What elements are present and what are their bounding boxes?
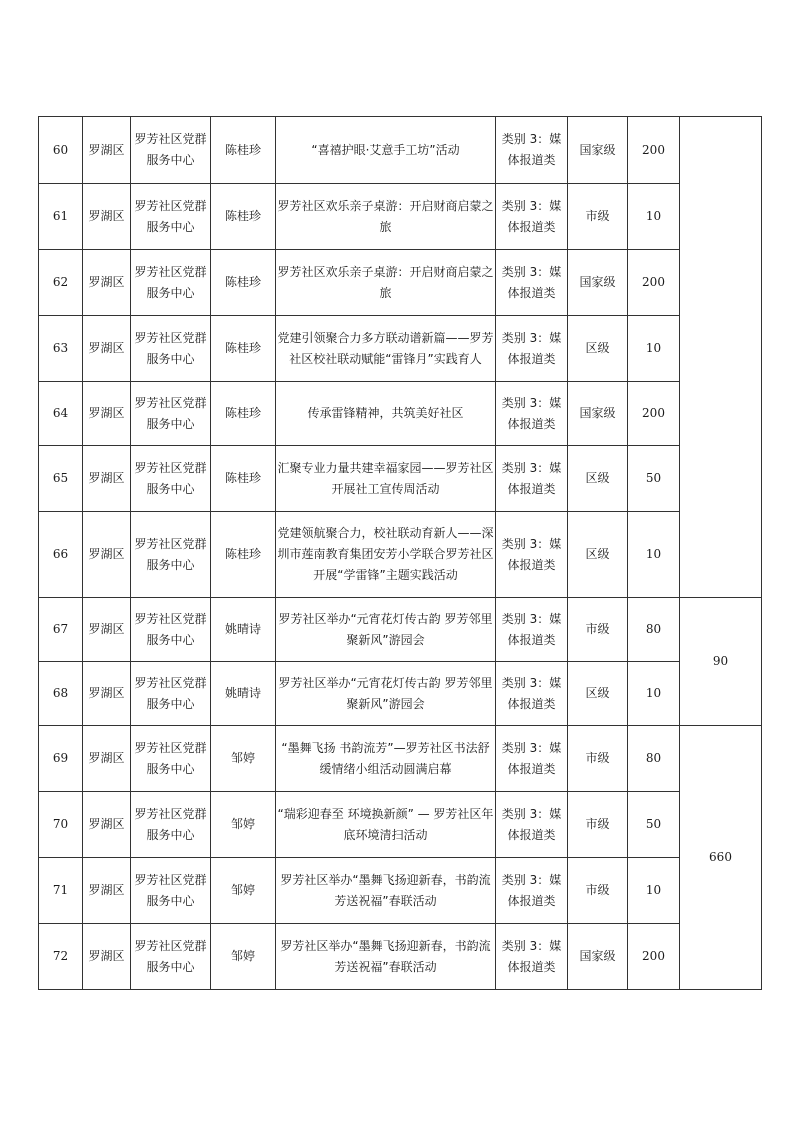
district-cell: 罗湖区 bbox=[83, 250, 131, 316]
score-cell: 10 bbox=[628, 512, 680, 598]
organization-cell: 罗芳社区党群服务中心 bbox=[131, 662, 211, 726]
category-cell: 类别 3：媒体报道类 bbox=[496, 316, 568, 382]
row-number: 66 bbox=[39, 512, 83, 598]
report-table-body bbox=[39, 117, 762, 990]
table-row bbox=[39, 250, 762, 316]
person-cell: 陈桂珍 bbox=[211, 512, 276, 598]
row-number: 72 bbox=[39, 924, 83, 990]
group-total-cell: 90 bbox=[680, 598, 762, 726]
level-cell: 国家级 bbox=[568, 382, 628, 446]
group-total-cell: 660 bbox=[680, 726, 762, 990]
activity-title-cell: 罗芳社区欢乐亲子桌游：开启财商启蒙之旅 bbox=[276, 250, 496, 316]
organization-cell: 罗芳社区党群服务中心 bbox=[131, 184, 211, 250]
table-row bbox=[39, 512, 762, 598]
category-cell: 类别 3：媒体报道类 bbox=[496, 382, 568, 446]
row-number: 63 bbox=[39, 316, 83, 382]
score-cell: 80 bbox=[628, 726, 680, 792]
activity-title-cell: “喜禧护眼·艾意手工坊”活动 bbox=[276, 117, 496, 184]
level-cell: 国家级 bbox=[568, 250, 628, 316]
row-number: 61 bbox=[39, 184, 83, 250]
activity-title-cell: “墨舞飞扬 书韵流芳”—罗芳社区书法舒缓情绪小组活动圆满启幕 bbox=[276, 726, 496, 792]
report-table bbox=[38, 116, 762, 990]
activity-title-cell: 罗芳社区欢乐亲子桌游：开启财商启蒙之旅 bbox=[276, 184, 496, 250]
table-row bbox=[39, 792, 762, 858]
person-cell: 邹婷 bbox=[211, 726, 276, 792]
level-cell: 区级 bbox=[568, 446, 628, 512]
district-cell: 罗湖区 bbox=[83, 512, 131, 598]
person-cell: 姚晴诗 bbox=[211, 662, 276, 726]
activity-title-cell: 传承雷锋精神，共筑美好社区 bbox=[276, 382, 496, 446]
activity-title-cell: 罗芳社区举办“元宵花灯传古韵 罗芳邻里聚新风”游园会 bbox=[276, 598, 496, 662]
person-cell: 陈桂珍 bbox=[211, 250, 276, 316]
score-cell: 10 bbox=[628, 184, 680, 250]
level-cell: 国家级 bbox=[568, 117, 628, 184]
category-cell: 类别 3：媒体报道类 bbox=[496, 792, 568, 858]
level-cell: 市级 bbox=[568, 858, 628, 924]
group-total-cell bbox=[680, 117, 762, 598]
table-row bbox=[39, 446, 762, 512]
activity-title-cell: 党建领航聚合力，校社联动育新人——深圳市莲南教育集团安芳小学联合罗芳社区开展“学雷锋”主题实践活动 bbox=[276, 512, 496, 598]
person-cell: 陈桂珍 bbox=[211, 184, 276, 250]
person-cell: 姚晴诗 bbox=[211, 598, 276, 662]
organization-cell: 罗芳社区党群服务中心 bbox=[131, 316, 211, 382]
category-cell: 类别 3：媒体报道类 bbox=[496, 250, 568, 316]
score-cell: 10 bbox=[628, 316, 680, 382]
row-number: 65 bbox=[39, 446, 83, 512]
person-cell: 陈桂珍 bbox=[211, 382, 276, 446]
organization-cell: 罗芳社区党群服务中心 bbox=[131, 512, 211, 598]
level-cell: 市级 bbox=[568, 598, 628, 662]
organization-cell: 罗芳社区党群服务中心 bbox=[131, 858, 211, 924]
person-cell: 邹婷 bbox=[211, 924, 276, 990]
activity-title-cell: 汇聚专业力量共建幸福家园——罗芳社区开展社工宣传周活动 bbox=[276, 446, 496, 512]
district-cell: 罗湖区 bbox=[83, 117, 131, 184]
table-row bbox=[39, 726, 762, 792]
organization-cell: 罗芳社区党群服务中心 bbox=[131, 924, 211, 990]
score-cell: 200 bbox=[628, 382, 680, 446]
district-cell: 罗湖区 bbox=[83, 316, 131, 382]
table-row bbox=[39, 184, 762, 250]
district-cell: 罗湖区 bbox=[83, 184, 131, 250]
row-number: 71 bbox=[39, 858, 83, 924]
category-cell: 类别 3：媒体报道类 bbox=[496, 117, 568, 184]
row-number: 64 bbox=[39, 382, 83, 446]
activity-title-cell: 罗芳社区举办“墨舞飞扬迎新春，书韵流芳送祝福”春联活动 bbox=[276, 924, 496, 990]
district-cell: 罗湖区 bbox=[83, 598, 131, 662]
row-number: 67 bbox=[39, 598, 83, 662]
category-cell: 类别 3：媒体报道类 bbox=[496, 512, 568, 598]
organization-cell: 罗芳社区党群服务中心 bbox=[131, 250, 211, 316]
level-cell: 区级 bbox=[568, 512, 628, 598]
score-cell: 80 bbox=[628, 598, 680, 662]
person-cell: 陈桂珍 bbox=[211, 117, 276, 184]
row-number: 60 bbox=[39, 117, 83, 184]
district-cell: 罗湖区 bbox=[83, 446, 131, 512]
score-cell: 50 bbox=[628, 446, 680, 512]
table-row bbox=[39, 316, 762, 382]
level-cell: 国家级 bbox=[568, 924, 628, 990]
district-cell: 罗湖区 bbox=[83, 726, 131, 792]
person-cell: 邹婷 bbox=[211, 858, 276, 924]
organization-cell: 罗芳社区党群服务中心 bbox=[131, 117, 211, 184]
person-cell: 陈桂珍 bbox=[211, 316, 276, 382]
person-cell: 邹婷 bbox=[211, 792, 276, 858]
organization-cell: 罗芳社区党群服务中心 bbox=[131, 382, 211, 446]
district-cell: 罗湖区 bbox=[83, 662, 131, 726]
category-cell: 类别 3：媒体报道类 bbox=[496, 858, 568, 924]
score-cell: 200 bbox=[628, 250, 680, 316]
category-cell: 类别 3：媒体报道类 bbox=[496, 184, 568, 250]
district-cell: 罗湖区 bbox=[83, 858, 131, 924]
table-row bbox=[39, 662, 762, 726]
activity-title-cell: “瑞彩迎春至 环境换新颜” — 罗芳社区年底环境清扫活动 bbox=[276, 792, 496, 858]
score-cell: 200 bbox=[628, 117, 680, 184]
level-cell: 市级 bbox=[568, 792, 628, 858]
row-number: 68 bbox=[39, 662, 83, 726]
level-cell: 市级 bbox=[568, 726, 628, 792]
table-row bbox=[39, 598, 762, 662]
organization-cell: 罗芳社区党群服务中心 bbox=[131, 792, 211, 858]
organization-cell: 罗芳社区党群服务中心 bbox=[131, 598, 211, 662]
category-cell: 类别 3：媒体报道类 bbox=[496, 446, 568, 512]
level-cell: 区级 bbox=[568, 316, 628, 382]
table-row bbox=[39, 117, 762, 184]
row-number: 69 bbox=[39, 726, 83, 792]
score-cell: 50 bbox=[628, 792, 680, 858]
district-cell: 罗湖区 bbox=[83, 924, 131, 990]
organization-cell: 罗芳社区党群服务中心 bbox=[131, 726, 211, 792]
category-cell: 类别 3：媒体报道类 bbox=[496, 726, 568, 792]
organization-cell: 罗芳社区党群服务中心 bbox=[131, 446, 211, 512]
level-cell: 市级 bbox=[568, 184, 628, 250]
score-cell: 10 bbox=[628, 662, 680, 726]
activity-title-cell: 罗芳社区举办“墨舞飞扬迎新春，书韵流芳送祝福”春联活动 bbox=[276, 858, 496, 924]
category-cell: 类别 3：媒体报道类 bbox=[496, 598, 568, 662]
activity-title-cell: 罗芳社区举办“元宵花灯传古韵 罗芳邻里聚新风”游园会 bbox=[276, 662, 496, 726]
category-cell: 类别 3：媒体报道类 bbox=[496, 924, 568, 990]
category-cell: 类别 3：媒体报道类 bbox=[496, 662, 568, 726]
score-cell: 200 bbox=[628, 924, 680, 990]
person-cell: 陈桂珍 bbox=[211, 446, 276, 512]
district-cell: 罗湖区 bbox=[83, 382, 131, 446]
activity-title-cell: 党建引领聚合力多方联动谱新篇——罗芳社区校社联动赋能“雷锋月”实践育人 bbox=[276, 316, 496, 382]
district-cell: 罗湖区 bbox=[83, 792, 131, 858]
row-number: 62 bbox=[39, 250, 83, 316]
level-cell: 区级 bbox=[568, 662, 628, 726]
table-row bbox=[39, 382, 762, 446]
table-row bbox=[39, 924, 762, 990]
row-number: 70 bbox=[39, 792, 83, 858]
table-row bbox=[39, 858, 762, 924]
score-cell: 10 bbox=[628, 858, 680, 924]
